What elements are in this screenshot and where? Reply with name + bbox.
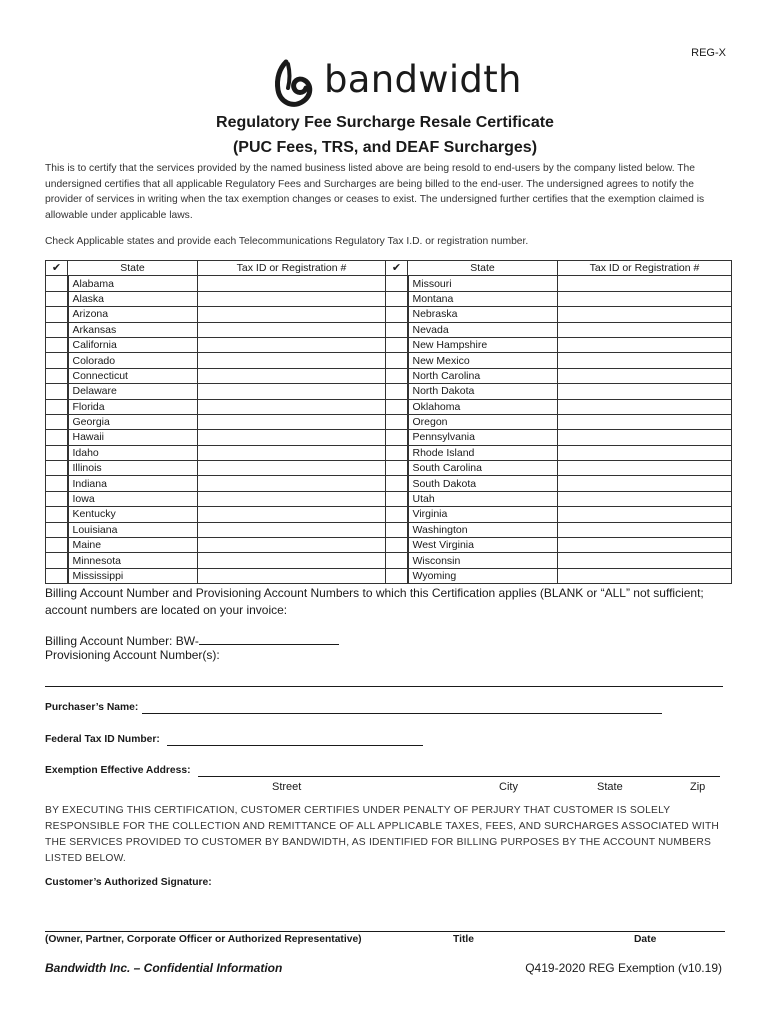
state-row — [46, 291, 732, 306]
state-checkbox[interactable] — [46, 322, 68, 337]
state-taxid-input[interactable] — [198, 353, 386, 368]
state-row — [46, 507, 732, 522]
state-name: Mississippi — [68, 568, 198, 583]
states-table-header — [46, 261, 732, 276]
state-checkbox[interactable] — [46, 553, 68, 568]
state-taxid-input[interactable] — [198, 414, 386, 429]
exemption-address-label: Exemption Effective Address: — [45, 765, 191, 776]
taxid-column-header: Tax ID or Registration # — [198, 261, 386, 276]
footer-version: Q419-2020 REG Exemption (v10.19) — [525, 961, 722, 975]
state-name: Oklahoma — [408, 399, 558, 414]
state-taxid-input[interactable] — [198, 461, 386, 476]
state-taxid-input[interactable] — [198, 322, 386, 337]
state-row — [46, 553, 732, 568]
state-taxid-input[interactable] — [558, 507, 732, 522]
state-row — [46, 353, 732, 368]
state-taxid-input[interactable] — [558, 568, 732, 583]
state-checkbox[interactable] — [46, 538, 68, 553]
state-taxid-input[interactable] — [558, 368, 732, 383]
state-name: Connecticut — [68, 368, 198, 383]
state-row — [46, 414, 732, 429]
state-checkbox[interactable] — [46, 353, 68, 368]
state-checkbox[interactable] — [386, 276, 408, 291]
address-city-label: City — [499, 781, 518, 793]
state-taxid-input[interactable] — [198, 507, 386, 522]
state-checkbox[interactable] — [386, 430, 408, 445]
state-checkbox[interactable] — [386, 384, 408, 399]
state-name: Arkansas — [68, 322, 198, 337]
certificate-title: Regulatory Fee Surcharge Resale Certificate — [216, 114, 554, 131]
state-checkbox[interactable] — [386, 553, 408, 568]
state-checkbox[interactable] — [46, 491, 68, 506]
state-name: Washington — [408, 522, 558, 537]
state-name: Georgia — [68, 414, 198, 429]
state-name: Kentucky — [68, 507, 198, 522]
state-name: Oregon — [408, 414, 558, 429]
state-checkbox[interactable] — [46, 476, 68, 491]
provisioning-account-label: Provisioning Account Number(s): — [45, 648, 220, 662]
state-checkbox[interactable] — [386, 522, 408, 537]
state-taxid-input[interactable] — [558, 322, 732, 337]
state-taxid-input[interactable] — [558, 384, 732, 399]
exemption-address-input[interactable] — [198, 776, 720, 777]
billing-account-field — [45, 632, 339, 648]
state-taxid-input[interactable] — [558, 337, 732, 352]
state-taxid-input[interactable] — [558, 522, 732, 537]
state-checkbox[interactable] — [46, 399, 68, 414]
state-checkbox[interactable] — [386, 337, 408, 352]
state-name: Florida — [68, 399, 198, 414]
state-name: Nevada — [408, 322, 558, 337]
state-taxid-input[interactable] — [198, 491, 386, 506]
provisioning-account-input[interactable] — [45, 686, 723, 687]
state-checkbox[interactable] — [46, 522, 68, 537]
state-checkbox[interactable] — [46, 414, 68, 429]
state-row — [46, 445, 732, 460]
state-checkbox[interactable] — [386, 353, 408, 368]
check-column-header: ✔ — [386, 261, 408, 276]
state-column-header: State — [408, 261, 558, 276]
state-taxid-input[interactable] — [198, 307, 386, 322]
state-name: Idaho — [68, 445, 198, 460]
state-checkbox[interactable] — [46, 430, 68, 445]
state-taxid-input[interactable] — [558, 538, 732, 553]
state-name: Utah — [408, 491, 558, 506]
state-checkbox[interactable] — [386, 491, 408, 506]
state-taxid-input[interactable] — [198, 538, 386, 553]
state-name: Iowa — [68, 491, 198, 506]
state-name: Virginia — [408, 507, 558, 522]
state-name: California — [68, 337, 198, 352]
state-taxid-input[interactable] — [198, 522, 386, 537]
address-state-label: State — [597, 781, 623, 793]
address-zip-label: Zip — [690, 781, 706, 793]
state-taxid-input[interactable] — [198, 476, 386, 491]
check-instructions: Check Applicable states and provide each Telecommunications Regulatory Tax I.D. or registration number. — [45, 236, 529, 247]
state-taxid-input[interactable] — [558, 491, 732, 506]
state-name: Missouri — [408, 276, 558, 291]
signature-date-label: Date — [634, 934, 657, 945]
taxid-column-header: Tax ID or Registration # — [558, 261, 732, 276]
state-row — [46, 384, 732, 399]
state-name: North Carolina — [408, 368, 558, 383]
certification-statement: BY EXECUTING THIS CERTIFICATION, CUSTOMER CERTIFIES UNDER PENALTY OF PERJURY THAT CUSTOMER IS SOLELY RESPONSIBLE FOR THE COLLECTION AND REMITTANCE OF ALL APPLICABLE TAXES, FEES, AND SURCHARGES ASSOCIATED WITH THE SERVICES PROVIDED TO CUSTOMER BY BANDWIDTH, AS IDENTIFIED FOR BILLING PURPOSES BY THE ACCOUNT NUMBERS LISTED BELOW. — [45, 805, 720, 864]
state-name: Alabama — [68, 276, 198, 291]
state-name: Delaware — [68, 384, 198, 399]
signature-input[interactable] — [45, 931, 725, 932]
signature-title-label: Title — [453, 934, 474, 945]
state-taxid-input[interactable] — [558, 476, 732, 491]
state-taxid-input[interactable] — [198, 553, 386, 568]
state-taxid-input[interactable] — [558, 353, 732, 368]
state-name: Indiana — [68, 476, 198, 491]
state-row — [46, 307, 732, 322]
federal-tax-id-label: Federal Tax ID Number: — [45, 734, 160, 745]
state-checkbox[interactable] — [46, 291, 68, 306]
state-row — [46, 476, 732, 491]
bandwidth-logo-icon — [272, 58, 322, 110]
state-name: Wisconsin — [408, 553, 558, 568]
state-taxid-input[interactable] — [558, 553, 732, 568]
state-name: Pennsylvania — [408, 430, 558, 445]
state-taxid-input[interactable] — [198, 445, 386, 460]
signature-label: Customer’s Authorized Signature: — [45, 877, 212, 888]
state-name: South Dakota — [408, 476, 558, 491]
state-checkbox[interactable] — [386, 368, 408, 383]
state-name: Hawaii — [68, 430, 198, 445]
state-name: Louisiana — [68, 522, 198, 537]
state-taxid-input[interactable] — [558, 276, 732, 291]
state-row — [46, 538, 732, 553]
state-taxid-input[interactable] — [558, 445, 732, 460]
state-row — [46, 368, 732, 383]
state-taxid-input[interactable] — [198, 384, 386, 399]
state-name: Minnesota — [68, 553, 198, 568]
state-taxid-input[interactable] — [558, 414, 732, 429]
state-taxid-input[interactable] — [198, 291, 386, 306]
state-checkbox[interactable] — [386, 507, 408, 522]
state-checkbox[interactable] — [386, 476, 408, 491]
state-row — [46, 461, 732, 476]
billing-account-input[interactable] — [199, 632, 339, 645]
state-taxid-input[interactable] — [558, 399, 732, 414]
state-checkbox[interactable] — [46, 276, 68, 291]
state-taxid-input[interactable] — [198, 399, 386, 414]
state-checkbox[interactable] — [46, 337, 68, 352]
state-row — [46, 522, 732, 537]
state-checkbox[interactable] — [386, 414, 408, 429]
state-taxid-input[interactable] — [198, 430, 386, 445]
federal-tax-id-input[interactable] — [167, 745, 423, 746]
state-name: Alaska — [68, 291, 198, 306]
state-name: New Mexico — [408, 353, 558, 368]
state-name: Nebraska — [408, 307, 558, 322]
state-checkbox[interactable] — [46, 507, 68, 522]
check-column-header: ✔ — [46, 261, 68, 276]
state-taxid-input[interactable] — [558, 461, 732, 476]
state-name: North Dakota — [408, 384, 558, 399]
state-name: Wyoming — [408, 568, 558, 583]
state-taxid-input[interactable] — [198, 568, 386, 583]
state-checkbox[interactable] — [386, 307, 408, 322]
state-checkbox[interactable] — [46, 461, 68, 476]
signature-role-label: (Owner, Partner, Corporate Officer or Authorized Representative) — [45, 934, 362, 945]
state-taxid-input[interactable] — [558, 307, 732, 322]
state-column-header: State — [68, 261, 198, 276]
state-row — [46, 491, 732, 506]
logo-wordmark: bandwidth — [324, 58, 522, 101]
state-checkbox[interactable] — [386, 445, 408, 460]
certificate-subtitle: (PUC Fees, TRS, and DEAF Surcharges) — [232, 139, 538, 156]
purchaser-name-label: Purchaser’s Name: — [45, 702, 139, 713]
bandwidth-logo — [272, 58, 522, 110]
state-checkbox[interactable] — [46, 368, 68, 383]
footer-confidential: Bandwidth Inc. – Confidential Information — [45, 961, 283, 975]
state-checkbox[interactable] — [386, 568, 408, 583]
state-taxid-input[interactable] — [558, 291, 732, 306]
state-row — [46, 430, 732, 445]
state-name: New Hampshire — [408, 337, 558, 352]
state-name: South Carolina — [408, 461, 558, 476]
state-name: Illinois — [68, 461, 198, 476]
states-table — [45, 260, 732, 584]
state-checkbox[interactable] — [386, 322, 408, 337]
state-taxid-input[interactable] — [198, 368, 386, 383]
state-row — [46, 337, 732, 352]
state-name: Colorado — [68, 353, 198, 368]
state-row — [46, 276, 732, 291]
state-checkbox[interactable] — [386, 291, 408, 306]
billing-account-label: Billing Account Number: BW- — [45, 634, 199, 648]
intro-paragraph: This is to certify that the services provided by the named business listed above are being resold to end-users by the company listed below. The undersigned certifies that all applicable Regulatory Fees and Surcharges are being billed to the end-user. The undersigned agrees to notify the provider of services in writing when the tax exemption changes or ceases to exist. The undersigned further certifies that the exemption claimed is allowable under applicable laws. — [45, 163, 705, 221]
state-taxid-input[interactable] — [198, 276, 386, 291]
address-street-label: Street — [272, 781, 302, 793]
state-row — [46, 399, 732, 414]
state-row — [46, 568, 732, 583]
state-name: Montana — [408, 291, 558, 306]
state-name: Arizona — [68, 307, 198, 322]
state-name: West Virginia — [408, 538, 558, 553]
state-name: Rhode Island — [408, 445, 558, 460]
state-name: Maine — [68, 538, 198, 553]
state-taxid-input[interactable] — [198, 337, 386, 352]
purchaser-name-input[interactable] — [142, 713, 662, 714]
billing-description: Billing Account Number and Provisioning Account Numbers to which this Certification applies (BLANK or “ALL” not sufficient; account numbers are located on your invoice: — [45, 586, 704, 617]
state-row — [46, 322, 732, 337]
state-checkbox[interactable] — [386, 461, 408, 476]
state-checkbox[interactable] — [46, 568, 68, 583]
state-checkbox[interactable] — [386, 538, 408, 553]
state-checkbox[interactable] — [46, 307, 68, 322]
state-checkbox[interactable] — [386, 399, 408, 414]
document-code: REG-X — [691, 47, 726, 59]
state-taxid-input[interactable] — [558, 430, 732, 445]
state-checkbox[interactable] — [46, 445, 68, 460]
state-checkbox[interactable] — [46, 384, 68, 399]
